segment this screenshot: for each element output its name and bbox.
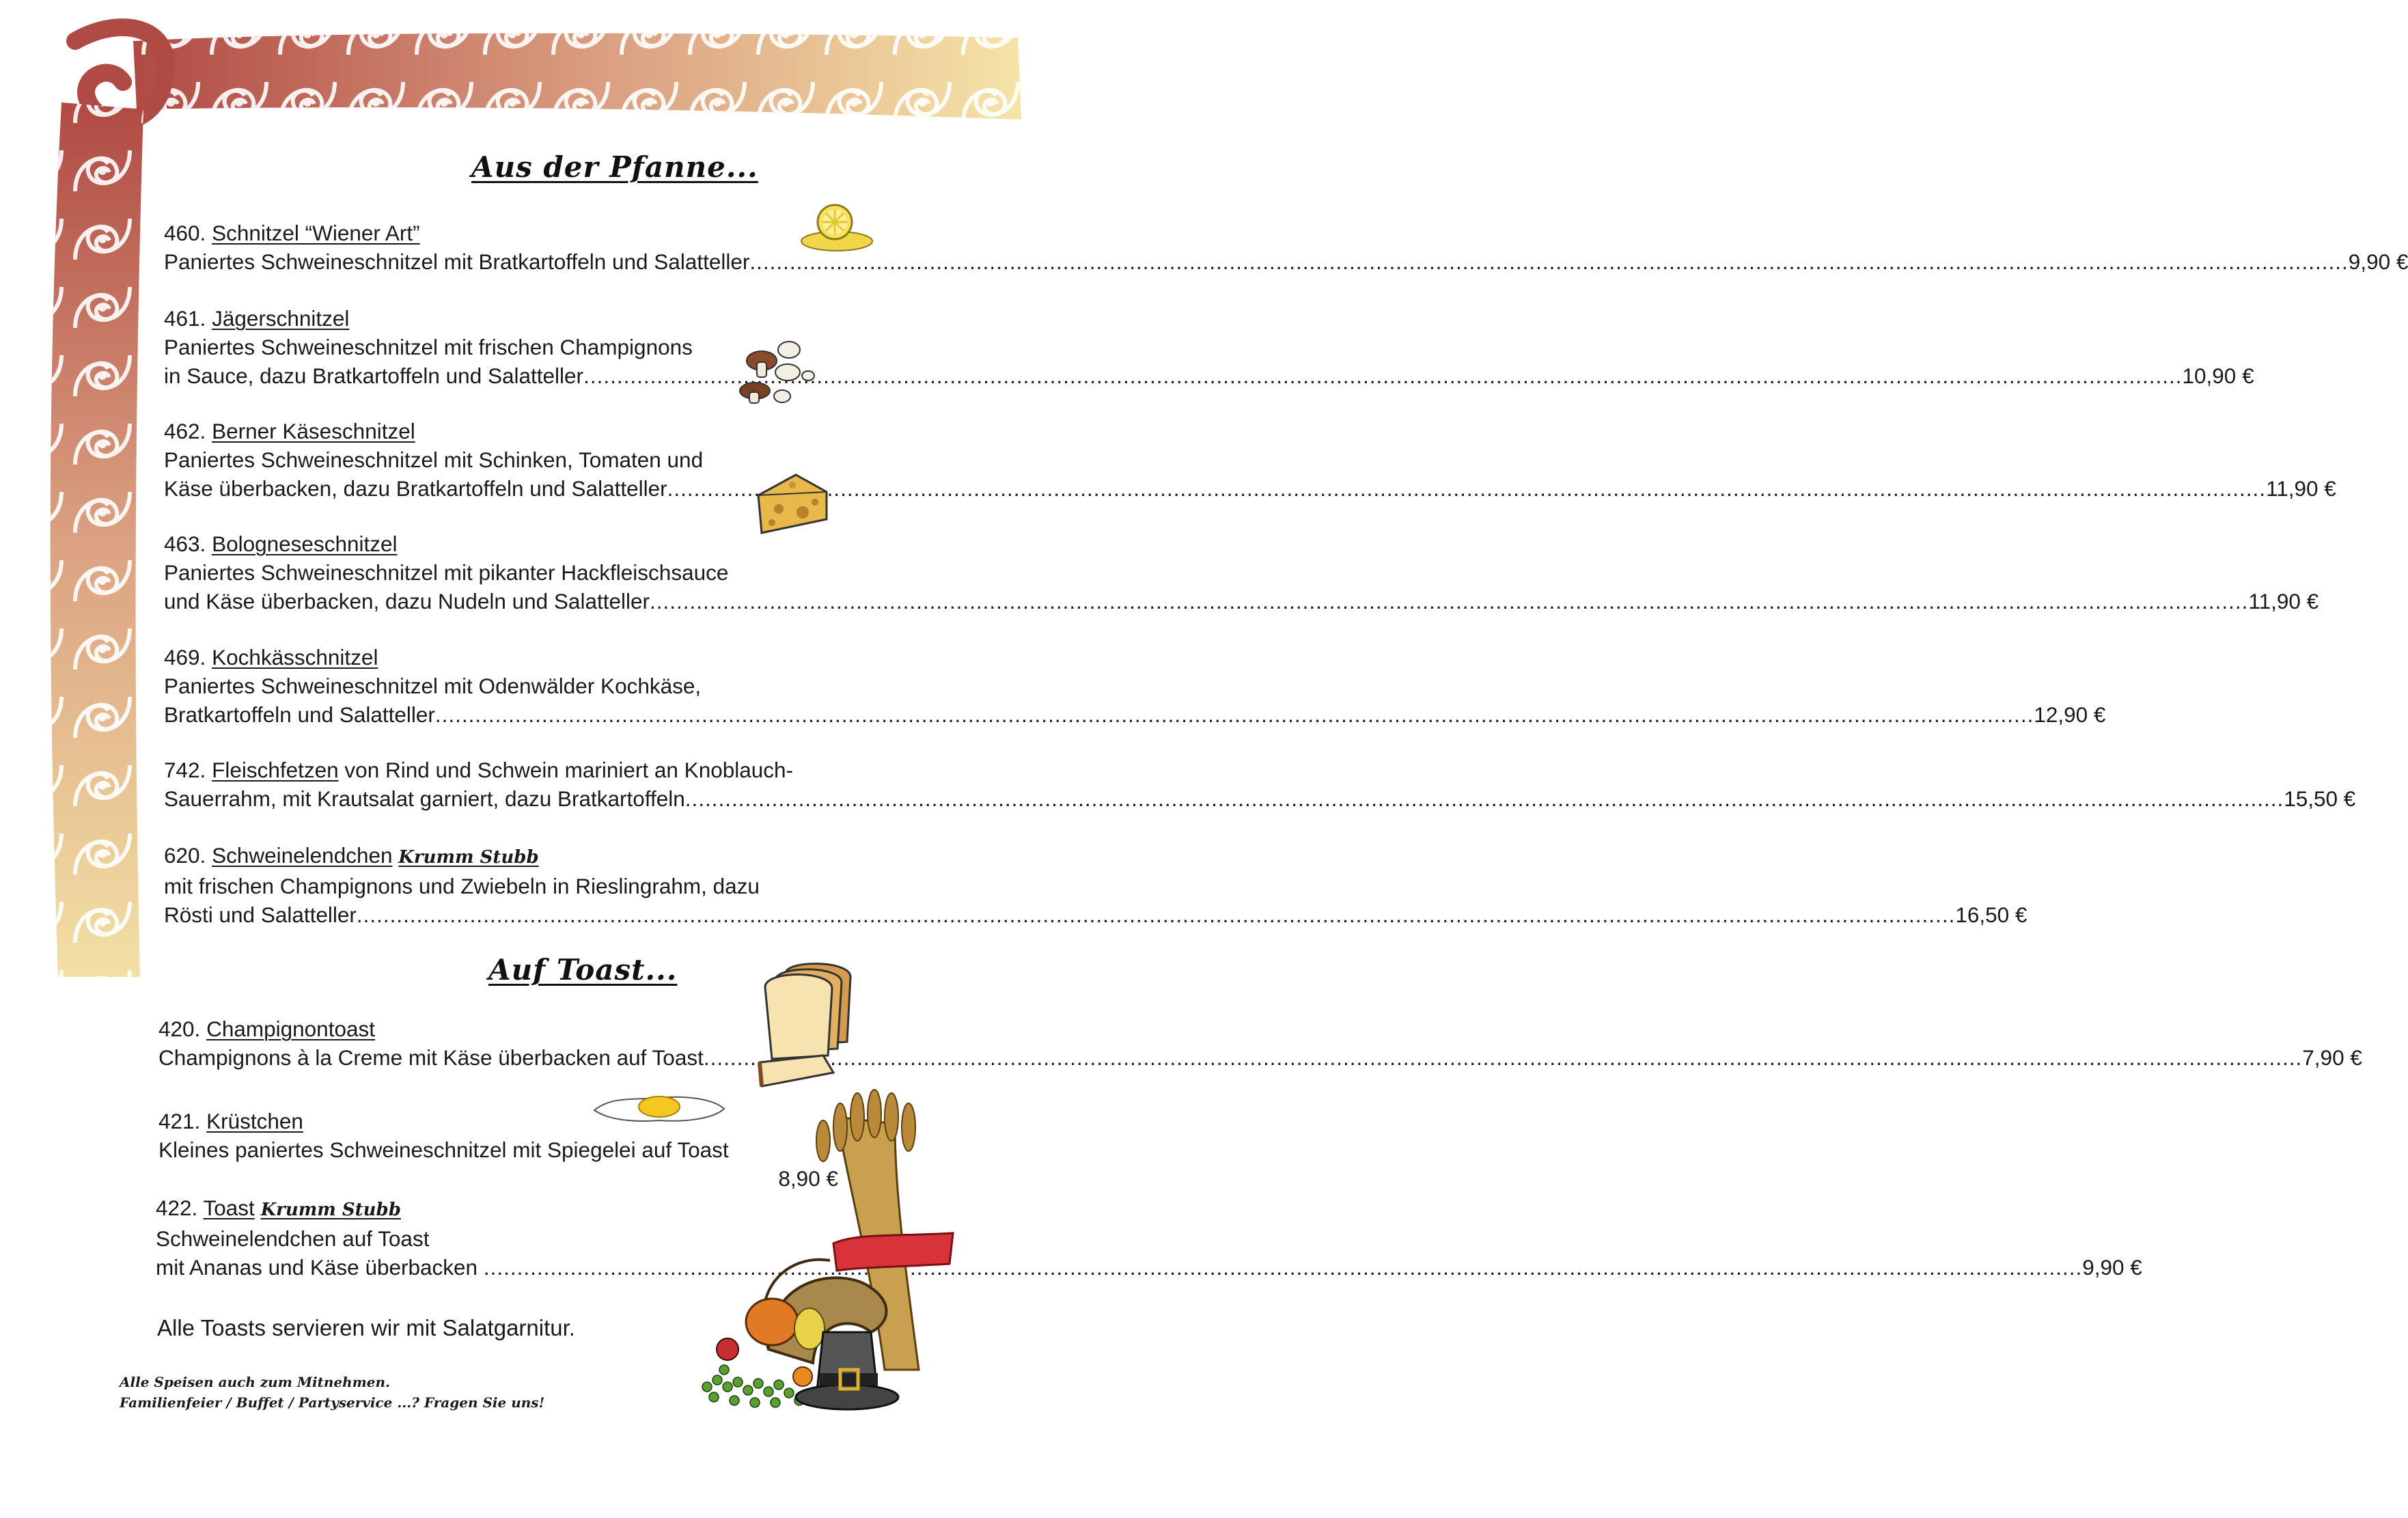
menu-item-422: 422. Toast Krumm Stubb Schweinelendchen auf Toast mit Ananas und Käse überbacken ..... 9,90 € [156,1193,849,1282]
menu-item-469: 469. Kochkässchnitzel Paniertes Schweineschnitzel mit Odenwälder Kochkäse, Bratkartoffeln und Salatteller ..... 12,90 € [164,643,936,729]
lemon-icon [799,202,874,256]
mushrooms-icon [734,335,816,410]
menu-item-742: 742. Fleischfetzen von Rind und Schwein mariniert an Knoblauch- Sauerrahm, mit Krautsalat garniert, dazu Bratkartoffeln ..... 15,50 € [164,756,936,813]
toast-note: Alle Toasts servieren wir mit Salatgarnitur. [157,1315,575,1340]
footer-note [120,1372,544,1413]
section-heading-toast: Auf Toast... [488,953,678,986]
menu-item-463: 463. Bologneseschnitzel Paniertes Schweineschnitzel mit pikanter Hackfleischsauce und Käse überbacken, dazu Nudeln und Salatteller ..... 11,90 € [164,529,939,616]
menu-item-420: 420. Champignontoast Champignons à la Creme mit Käse überbacken auf Toast ..... 7,90 € [158,1015,937,1072]
harvest-cornucopia-icon [666,1096,973,1421]
menu-item-620: 620. Schweinelendchen Krumm Stubb mit frischen Champignons und Zwiebeln in Rieslingrahm, dazu Rösti und Salatteller ..... 16,50 € [164,841,939,929]
menu-item-460: 460. Schnitzel “Wiener Art” Paniertes Schweineschnitzel mit Bratkartoffeln und Salatteller ..... 9,90 € [164,219,939,276]
cheese-icon [755,471,830,536]
menu-item-462: 462. Berner Käseschnitzel Paniertes Schweineschnitzel mit Schinken, Tomaten und Käse überbacken, dazu Bratkartoffeln und Salatteller ..... 11,90 € [164,417,939,503]
footer-line-1: Alle Speisen auch zum Mitnehmen. [120,1374,391,1390]
footer-line-2: Familienfeier / Buffet / Partyservice ...? Fragen Sie uns! [120,1394,545,1411]
menu-item-421: 421. Krüstchen Kleines paniertes Schweineschnitzel mit Spiegelei auf Toast 8,90 € [158,1109,838,1191]
section-heading-pan: Aus der Pfanne... [471,150,758,184]
toast-bread-icon [751,960,861,1090]
menu-item-461: 461. Jägerschnitzel Paniertes Schweineschnitzel mit frischen Champignons in Sauce, dazu Bratkartoffeln und Salatteller ..... 10,90 € [164,304,939,390]
